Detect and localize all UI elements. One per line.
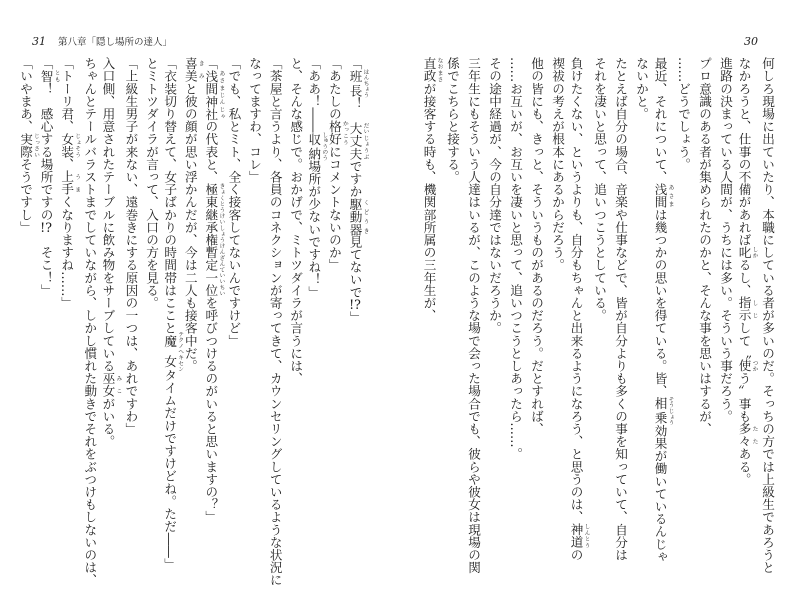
text-run: タイムだけですけどね。ただ――」: [162, 368, 178, 571]
text-run: を呼びつけるのがいると思いますの？」: [203, 296, 219, 524]
page-31-body: [17, 57, 368, 597]
text-run: ですか: [347, 159, 363, 198]
ruby-word: [568, 523, 589, 549]
text-run: が接客する時も、機関部所属の三年生が、: [421, 82, 437, 322]
text-run: プロ意識のある者が集められたのかと、そんな事を思いはするが、: [697, 57, 712, 435]
text-run: 入口側、用意されたテーブルに飲み物をサーブしている: [100, 57, 116, 372]
page-number: 30: [744, 35, 758, 48]
text-column: [526, 57, 547, 597]
ruby-word: [182, 57, 204, 83]
ruby-base: 駆動器: [347, 197, 363, 236]
text-column: [589, 57, 610, 597]
text-run: 」: [347, 310, 363, 324]
text-run: と彼の顔が思い浮かんだが、今は二人も接客中だ。: [182, 82, 198, 373]
ruby-word: [203, 183, 224, 297]
furigana: くどうき: [362, 197, 368, 236]
ruby-word: [736, 246, 757, 259]
text-run: 「衣装切り替えて、女子ばかりの時間帯はここと: [162, 57, 178, 335]
ruby-word: [421, 57, 442, 83]
text-run: とミトツダイラが言って、入口の方を見る。: [144, 57, 160, 309]
text-column: [610, 57, 631, 597]
ruby-base: 大丈夫: [347, 121, 363, 160]
text-column: [442, 57, 463, 597]
ruby-word: [736, 359, 757, 373]
text-run: ！: [347, 96, 363, 122]
furigana: きょくとうけいしょうけんざんていいちい: [217, 183, 224, 297]
ruby-base: 格好: [326, 120, 342, 146]
running-head: 第八章「隠し場所の達人」: [58, 37, 173, 48]
furigana: はんちょう: [362, 68, 368, 98]
furigana: だいじょうぶ: [362, 121, 368, 160]
ruby-base: 実際: [18, 132, 33, 158]
left-page-header: [32, 33, 172, 50]
page-number: 31: [32, 35, 46, 48]
text-run: 、: [59, 157, 75, 171]
furigana: みこ: [114, 372, 121, 398]
text-run: と、そんな感じで。おかげで、ミトツダイラが言うには、: [288, 57, 304, 385]
furigana: テクノヘキセン: [176, 331, 183, 372]
text-column: [121, 57, 142, 597]
text-column: [306, 57, 327, 597]
text-run: そこ！」: [38, 233, 54, 297]
furigana: じょそう: [73, 132, 80, 158]
furigana: そうじょう: [667, 396, 673, 426]
ruby-base: 上手: [59, 170, 75, 196]
text-column: [568, 57, 589, 597]
text-run: 負けたくない、というよりも、自分もちゃんと出来るようになろう、と思うのは、: [568, 57, 584, 524]
ruby-base: 女装: [59, 132, 75, 158]
text-run: にコメントないのか」: [326, 145, 342, 272]
text-column: [736, 57, 757, 597]
ruby-word: [736, 422, 757, 448]
ruby-word: [59, 132, 80, 158]
ruby-word: [18, 132, 39, 158]
text-run: ある。: [736, 447, 752, 486]
text-column: [100, 57, 121, 597]
text-column: [18, 57, 39, 597]
ruby-base: 智: [38, 69, 54, 83]
text-run: 何しろ現場に出ていたり、本職にしている者が多いのだ。そっちの方では上級生であろうと: [760, 57, 775, 574]
ruby-word: [306, 131, 327, 161]
ruby-word: [652, 183, 673, 209]
text-run: 「: [203, 57, 219, 70]
text-column: [203, 57, 224, 597]
text-column: [715, 57, 736, 597]
furigana: しじ: [751, 296, 757, 322]
ruby-base: 使: [736, 359, 752, 373]
ruby-base: 極東継承権暫定一位: [203, 183, 219, 297]
text-column: [484, 57, 505, 597]
text-column: [463, 57, 484, 597]
text-column: [327, 57, 348, 597]
furigana: たた: [751, 422, 757, 448]
furigana: あさまじんじゃ: [217, 69, 224, 120]
text-column: [631, 57, 652, 597]
text-column: [694, 57, 715, 597]
text-run: 三年生にもそういう人達はいるが、このような場で会った場合でも、彼らや彼女は現場の関: [466, 57, 481, 574]
text-run: 「上級生男子が来ない、遠巻きにする原因の一つは、あれですわ」: [123, 57, 139, 435]
furigana: とも: [53, 69, 60, 83]
ruby-base: 多々: [736, 422, 752, 448]
text-column: [673, 57, 694, 597]
text-run: なってますわ、コレ」: [247, 57, 263, 183]
ruby-word: [203, 69, 224, 121]
tate-chu-yoko: !?: [349, 298, 361, 311]
text-run: 「トーリ君、: [59, 57, 75, 133]
furigana: しか: [751, 246, 757, 259]
text-column: [757, 57, 778, 597]
text-run: 「茶屋と言うより、各員のコネクションが寄ってきて、カウンセリングしているような状況に: [267, 57, 283, 587]
text-run: 「いやまあ、: [18, 57, 33, 133]
text-run: ……どうでしょう。: [676, 57, 691, 171]
text-run: その途中経過が、今の自分達ではないだろうか。: [487, 57, 502, 335]
text-run: がいる。: [100, 397, 116, 448]
ruby-word: [100, 372, 121, 398]
text-column: [547, 57, 568, 597]
tate-chu-yoko: !?: [40, 220, 52, 234]
ruby-word: [736, 296, 757, 322]
text-run: ……お互いが、お互いを凄いと思って、追いつこうとしあったら……。: [508, 57, 523, 461]
text-run: 禊祓の考えが根本にあるからだろう。: [550, 57, 565, 272]
text-run: 係でこちらと接する。: [445, 57, 460, 183]
text-column: [80, 57, 101, 597]
furigana: あさま: [667, 183, 673, 209]
right-page-header: [744, 33, 758, 49]
ruby-base: 直政: [421, 57, 437, 83]
text-run: 「: [38, 57, 54, 70]
ruby-base: 神道: [568, 523, 584, 549]
text-run: 他の皆にも、きっと、そういうものがあるのだろう。だとすれば、: [529, 57, 544, 435]
furigana: うま: [73, 170, 80, 196]
ruby-word: [652, 396, 673, 426]
text-column: [347, 57, 368, 597]
furigana: しゅうのう: [320, 131, 327, 161]
ruby-word: [347, 68, 368, 98]
text-column: [652, 57, 673, 597]
text-column: [162, 57, 183, 597]
text-column: [39, 57, 60, 597]
furigana: なおまさ: [436, 57, 442, 83]
text-column: [59, 57, 80, 597]
text-run: 「あたしの: [326, 57, 342, 120]
ruby-base: 魔女: [162, 331, 178, 372]
text-run: 効果が働いているんじゃ: [652, 424, 668, 563]
text-column: [286, 57, 307, 597]
text-column: [224, 57, 245, 597]
text-run: それを凄いと思って、追いつこうとしている。: [592, 57, 607, 322]
text-run: 場所が少ないですね！」: [306, 159, 322, 299]
furigana: しんとう: [583, 523, 589, 549]
ruby-word: [326, 120, 348, 146]
text-run: 進路の決まっている人間が、うちには多い。そういう事だろう。: [718, 57, 733, 423]
text-run: の: [568, 548, 584, 562]
ruby-word: [162, 331, 183, 372]
text-run: 「でも、私とミト、全く接客してないんですけど」: [226, 57, 242, 347]
text-run: ないかと。: [634, 57, 649, 120]
text-column: [265, 57, 286, 597]
ruby-word: [59, 170, 80, 196]
furigana: つか: [751, 359, 757, 373]
text-run: ！ 感心する場所ですの: [38, 82, 54, 221]
ruby-base: 浅間神社: [203, 69, 219, 121]
ruby-word: [347, 121, 368, 160]
text-run: くなりますね……」: [59, 195, 75, 310]
ruby-word: [347, 197, 368, 236]
page-30-body: [421, 57, 778, 597]
text-column: [244, 57, 265, 597]
text-run: う〟事も: [736, 372, 752, 423]
text-run: の代表と、: [203, 120, 219, 184]
text-run: 「: [347, 57, 363, 70]
furigana: かっこう: [341, 120, 348, 146]
furigana: きみ: [197, 57, 204, 83]
text-run: ちゃんとテールバラストまでしていながら、しかし慣れた動きでそれをぶつけもしないのは、: [82, 57, 98, 587]
ruby-base: 浅間: [652, 183, 668, 209]
text-run: なかろうと、仕事の不備があれば: [736, 57, 752, 246]
ruby-base: 相乗: [652, 396, 668, 426]
ruby-word: [38, 69, 60, 83]
text-run: 最近、それについて、: [652, 57, 668, 183]
ruby-base: 指示: [736, 296, 752, 322]
text-run: 見てないで: [347, 235, 363, 299]
text-run: るし、: [736, 258, 752, 297]
text-run: して〝: [736, 321, 752, 360]
furigana: じっさい: [32, 132, 39, 158]
ruby-base: 班長: [347, 68, 363, 98]
text-run: 「ああ！――: [306, 57, 322, 133]
text-run: そうですし」: [18, 157, 33, 234]
ruby-base: 巫女: [100, 372, 116, 398]
text-run: は幾つかの思いを得ている。皆、: [652, 208, 668, 398]
text-column: [421, 57, 442, 597]
text-column: [505, 57, 526, 597]
ruby-base: 喜美: [182, 57, 198, 83]
text-run: たとえば自分の場合、音楽や仕事などで、皆が自分よりも多くの事を知っていて、自分は: [613, 57, 628, 561]
ruby-base: 収納: [306, 131, 322, 161]
ruby-base: 叱: [736, 246, 752, 259]
